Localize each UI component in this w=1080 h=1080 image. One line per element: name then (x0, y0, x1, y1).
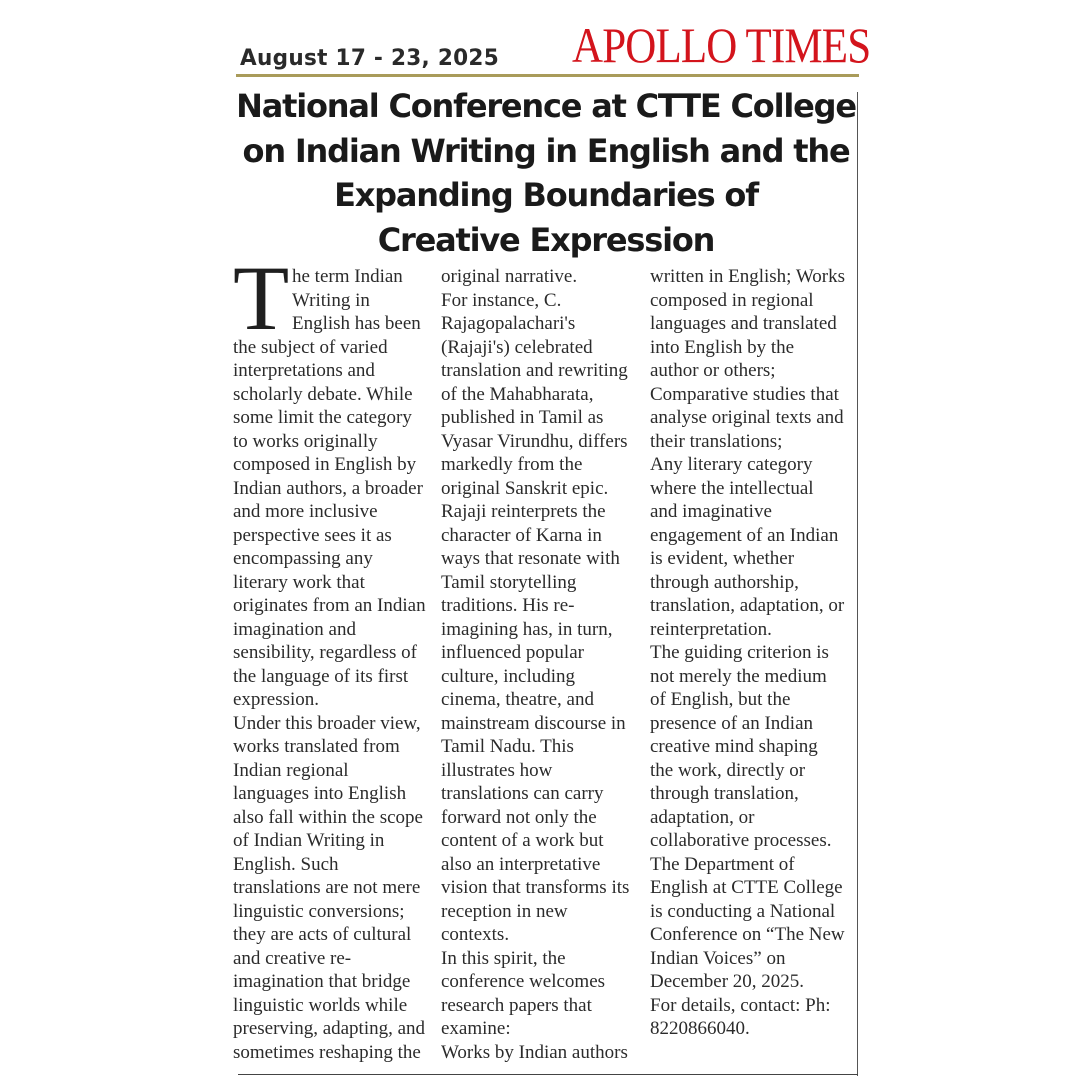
article-text-line: sometimes reshaping the (233, 1041, 421, 1063)
article-text-line: Works by Indian authors (441, 1041, 628, 1063)
article-text-line: English. Such (233, 853, 339, 875)
article-text-line: of the Mahabharata, (441, 383, 594, 405)
article-text-line: not merely the medium (650, 665, 827, 687)
headline-line: on Indian Writing in English and the (242, 131, 850, 170)
article-text-line: collaborative processes. (650, 830, 832, 851)
article-text-line: vision that transforms its (441, 877, 630, 898)
article-text-line: is conducting a National (650, 900, 836, 922)
article-text-line: Tamil storytelling (441, 571, 577, 593)
article-text-line: original Sanskrit epic. (441, 477, 609, 499)
article-text-line: they are acts of cultural (233, 924, 412, 945)
article-text-line: engagement of an Indian (650, 524, 839, 546)
drop-cap: T (233, 247, 290, 349)
article-text-line: Under this broader view, (233, 712, 421, 734)
article-text-line: into English by the (650, 336, 795, 358)
article-text-line: markedly from the (441, 454, 583, 475)
article-text-line: also fall within the scope (233, 806, 423, 828)
article-text-line: encompassing any (233, 548, 373, 569)
headline-line: National Conference at CTTE College (236, 87, 856, 125)
article-text-line: English at CTTE College (650, 877, 843, 898)
headline-line: Creative Expression (377, 220, 715, 259)
article-text-line: literary work that (233, 571, 365, 593)
article-text-line: content of a work but (441, 830, 604, 851)
article-text-line: Rajagopalachari's (441, 313, 576, 334)
headline-line: Expanding Boundaries of (334, 176, 758, 214)
article-text-line: is evident, whether (650, 548, 795, 569)
article-text-line: research papers that (441, 994, 592, 1016)
article-text-line: and imaginative (650, 501, 772, 522)
article-text-line: scholarly debate. While (233, 383, 413, 405)
article-text-line: analyse original texts and (650, 407, 844, 428)
article-text-line: imagination that bridge (233, 971, 411, 992)
article-text-line: creative mind shaping (650, 736, 818, 757)
article-text-line: through authorship, (650, 571, 799, 593)
article-text-line: published in Tamil as (441, 407, 604, 428)
article-text-line: 8220866040. (650, 1018, 750, 1039)
article-text-line: The Department of (650, 853, 795, 875)
article-text-line: and more inclusive (233, 501, 378, 522)
article-text-line: sensibility, regardless of (233, 642, 417, 663)
article-text-line: translation and rewriting (441, 360, 628, 381)
article-text-line: reinterpretation. (650, 618, 772, 640)
article-bottom-divider (238, 1074, 858, 1075)
article-text-line: the language of its first (233, 665, 409, 687)
article-text-line: of Indian Writing in (233, 830, 385, 851)
article-text-line: Indian Voices” on (650, 947, 786, 969)
article-text-line: perspective sees it as (233, 524, 392, 546)
article-text-line: Indian regional (233, 759, 349, 781)
article-text-line: some limit the category (233, 407, 412, 428)
article-text-line: author or others; (650, 360, 776, 381)
article-text-line: imagination and (233, 618, 356, 640)
article-text-line: written in English; Works (650, 266, 845, 287)
article-text-line: composed in English by (233, 454, 417, 475)
article-text-line: Vyasar Virundhu, differs (441, 430, 628, 452)
article-text-line: December 20, 2025. (650, 971, 805, 992)
publication-masthead: APOLLO TIMES (572, 17, 871, 73)
article-column-3 (650, 265, 855, 1041)
article-text-line: presence of an Indian (650, 712, 814, 734)
article-text-line: and creative re- (233, 947, 352, 969)
article-text-line: originates from an Indian (233, 595, 426, 616)
article-text-line: languages into English (233, 783, 407, 804)
article-text-line: (Rajaji's) celebrated (441, 336, 593, 358)
article-text-line: In this spirit, the (441, 947, 566, 969)
article-text-line: translations are not mere (233, 877, 421, 898)
article-text-line: of English, but the (650, 689, 791, 710)
article-text-line: traditions. His re- (441, 595, 575, 616)
article-column-1 (233, 265, 433, 1064)
article-text-line: contexts. (441, 924, 510, 945)
article-text-line: adaptation, or (650, 806, 755, 828)
article-text-line: linguistic conversions; (233, 900, 405, 922)
article-text-line: Writing in (292, 289, 370, 311)
article-text-line: Conference on “The New (650, 924, 845, 945)
article-headline (236, 84, 856, 262)
article-text-line: cinema, theatre, and (441, 689, 594, 710)
article-text-line: reception in new (441, 900, 568, 922)
article-text-line: composed in regional (650, 289, 814, 311)
column-border-right (857, 92, 858, 1076)
article-text-line: For instance, C. (441, 289, 562, 311)
article-text-line: linguistic worlds while (233, 994, 408, 1016)
article-text-line: preserving, adapting, and (233, 1018, 426, 1039)
article-text-line: imagining has, in turn, (441, 618, 613, 640)
article-text-line: For details, contact: Ph: (650, 994, 831, 1016)
article-column-2 (441, 265, 641, 1064)
article-text-line: also an interpretative (441, 853, 601, 875)
article-text-line: languages and translated (650, 313, 837, 334)
article-text-line: mainstream discourse in (441, 712, 626, 734)
article-text-line: their translations; (650, 430, 783, 452)
article-text-line: he term Indian (292, 266, 403, 287)
article-text-line: translations can carry (441, 783, 604, 804)
article-text-line: conference welcomes (441, 971, 606, 992)
article-text-line: original narrative. (441, 266, 578, 287)
article-text-line: examine: (441, 1018, 511, 1039)
article-text-line: works translated from (233, 736, 400, 757)
article-text-line: expression. (233, 689, 320, 710)
article-text-line: character of Karna in (441, 524, 602, 546)
article-text-line: interpretations and (233, 360, 375, 381)
article-text-line: to works originally (233, 430, 378, 452)
masthead-divider (236, 74, 859, 77)
article-text-line: the subject of varied (233, 336, 388, 358)
article-text-line: Indian authors, a broader (233, 477, 423, 499)
article-text-line: influenced popular (441, 642, 584, 663)
article-text-line: where the intellectual (650, 477, 814, 499)
article-text-line: culture, including (441, 665, 576, 687)
article-text-line: the work, directly or (650, 759, 806, 781)
article-text-line: through translation, (650, 783, 799, 804)
article-text-line: Rajaji reinterprets the (441, 501, 606, 522)
article-text-line: ways that resonate with (441, 548, 620, 569)
issue-date: August 17 - 23, 2025 (240, 46, 500, 71)
article-text-line: forward not only the (441, 806, 597, 828)
article-text-line: Any literary category (650, 454, 813, 475)
article-text-line: English has been (292, 313, 421, 334)
article-text-line: translation, adaptation, or (650, 595, 845, 616)
article-text-line: Comparative studies that (650, 383, 839, 405)
article-text-line: Tamil Nadu. This (441, 736, 574, 757)
article-text-line: The guiding criterion is (650, 642, 829, 663)
article-text-line: illustrates how (441, 759, 553, 781)
